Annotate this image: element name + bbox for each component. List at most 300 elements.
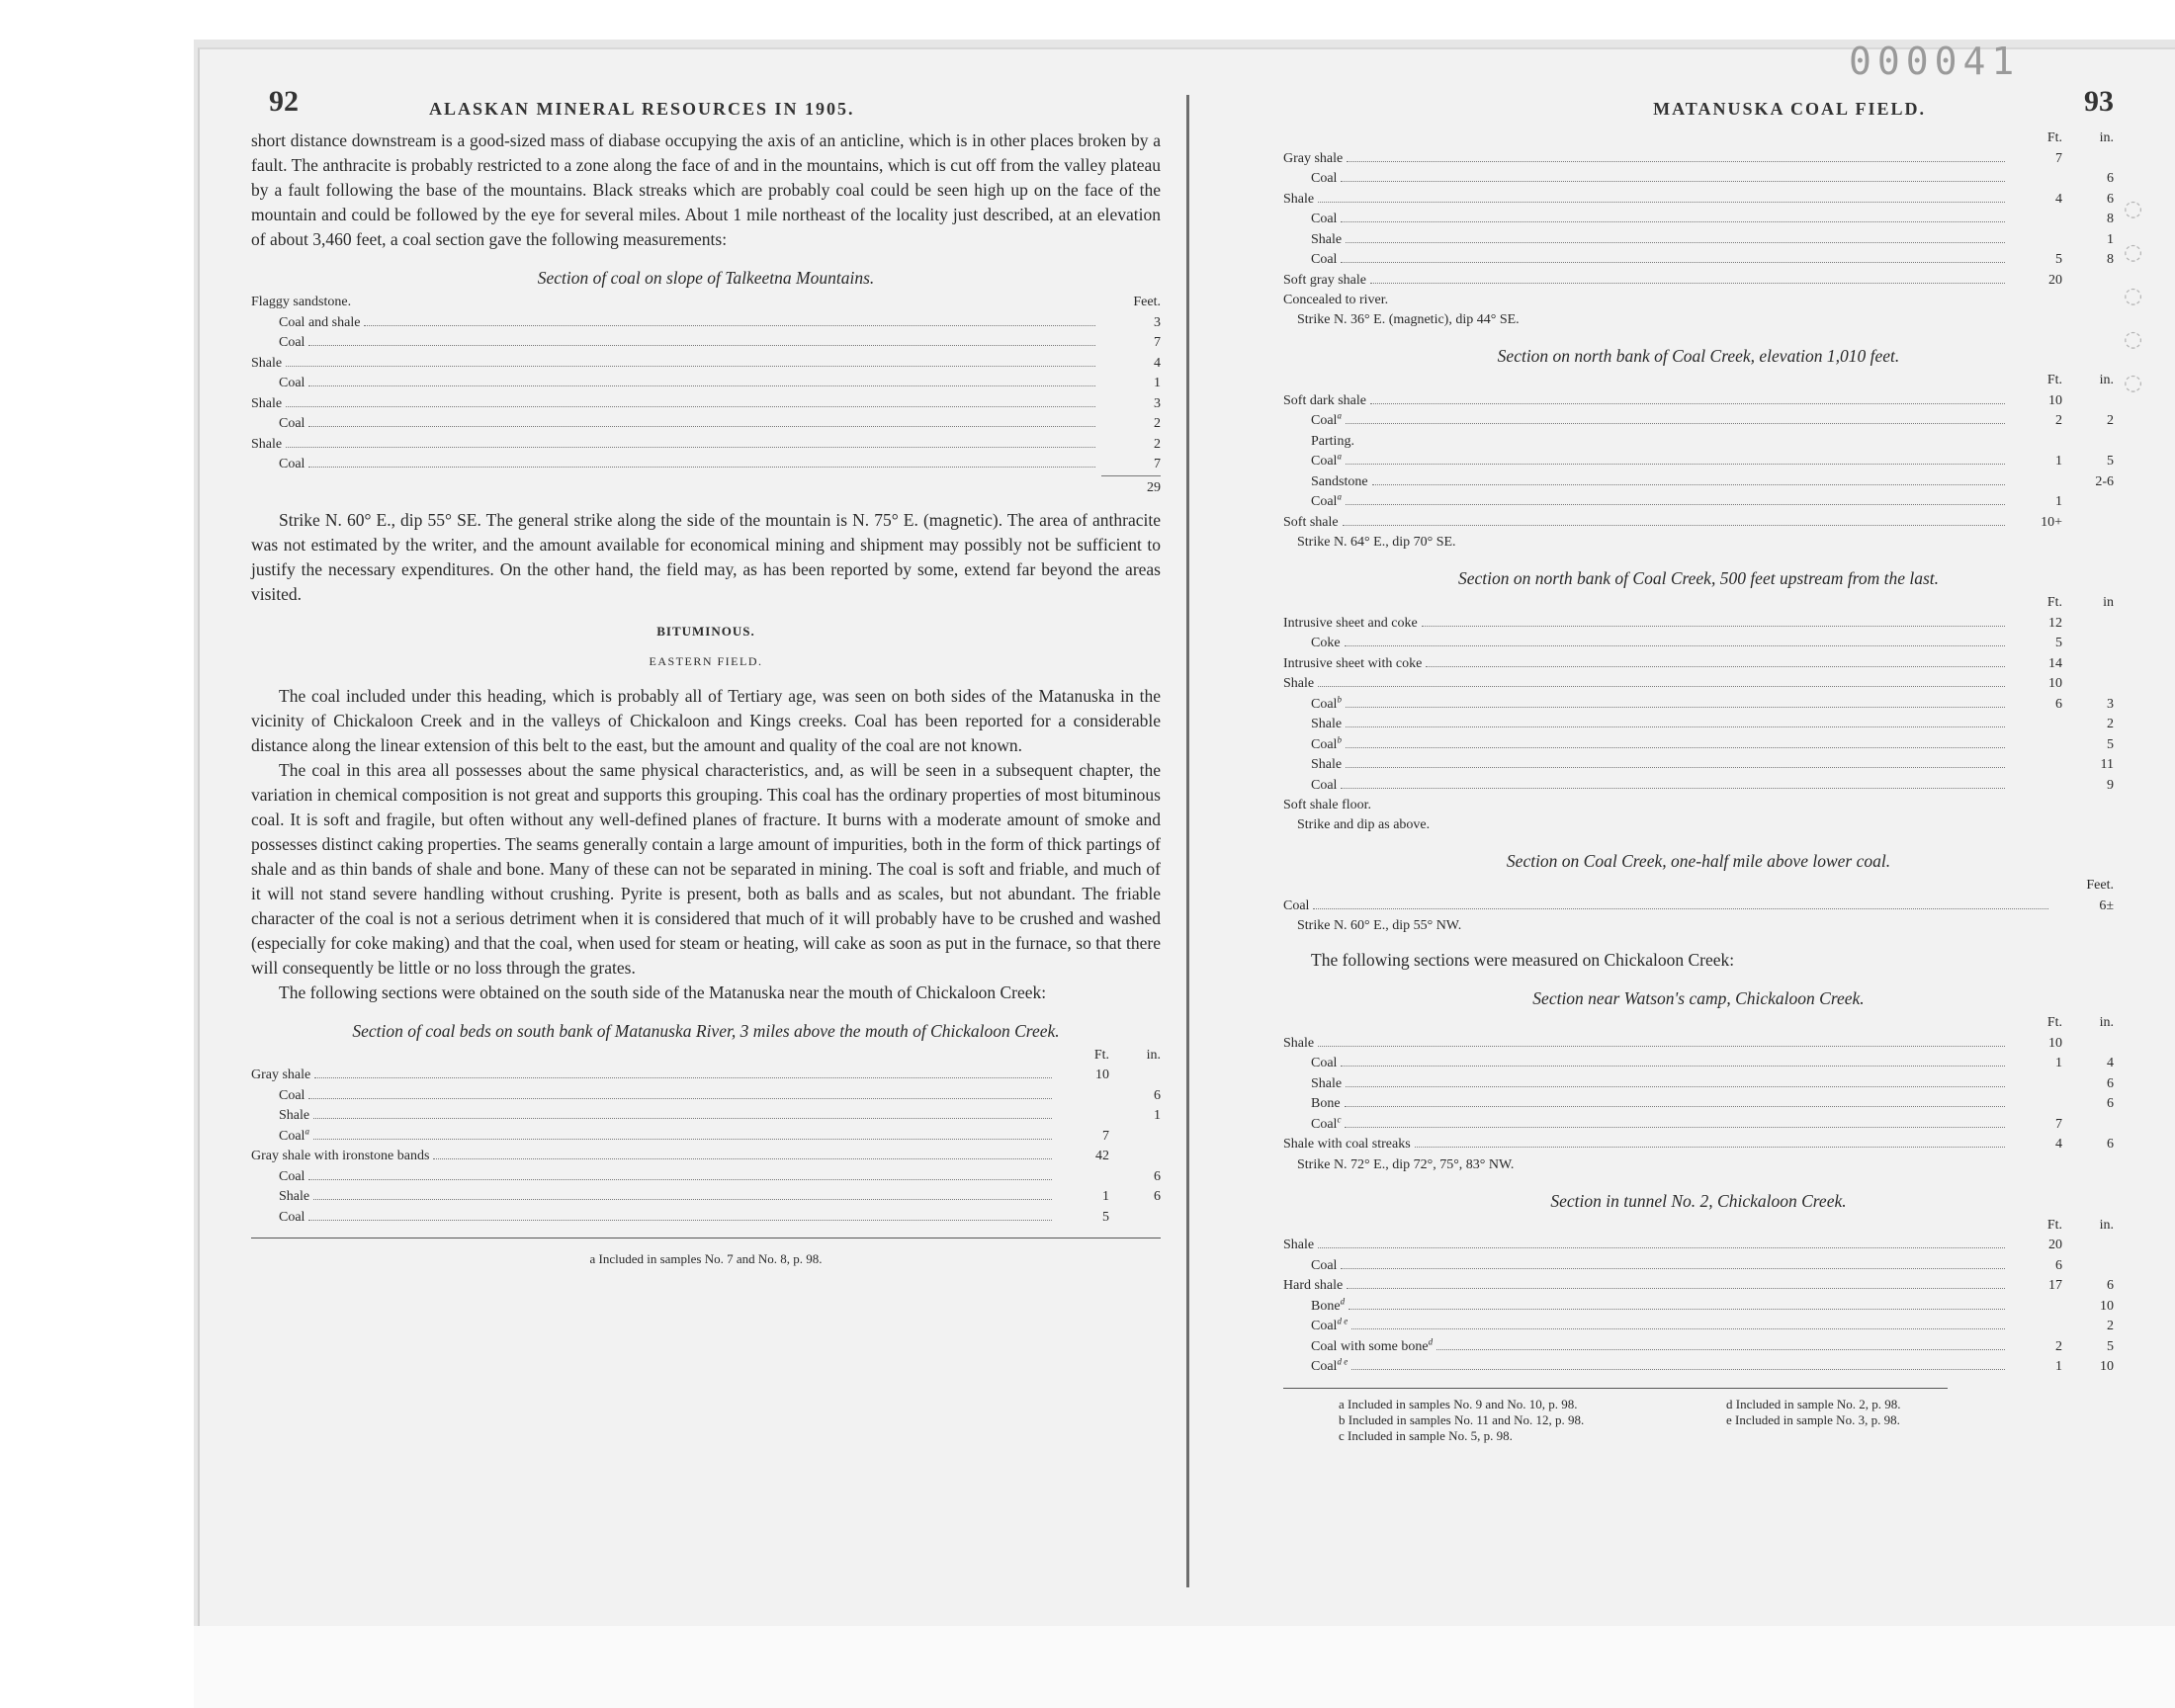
section-e-title: Section in tunnel No. 2, Chickaloon Creek.	[1550, 1190, 1847, 1211]
section1-total	[251, 475, 1161, 498]
section-b-row	[1283, 776, 2114, 797]
section0-row	[1283, 271, 2114, 292]
section2-row-label: Gray shale with ironstone bands	[251, 1149, 430, 1163]
leader-dots	[308, 385, 1095, 386]
section-e-row-in: 10	[2100, 1298, 2114, 1314]
section-a-row	[1283, 411, 2114, 432]
section-b-rows	[1283, 614, 2114, 797]
section-a-unit-in: in.	[2099, 373, 2114, 387]
leader-dots	[364, 325, 1095, 326]
leader-dots	[1346, 504, 2005, 505]
section-b-row-label: Coal	[1311, 777, 1338, 793]
section-e-row-label: Coal	[1311, 1257, 1338, 1273]
section-c-header	[1283, 876, 2114, 897]
section-a-row	[1283, 391, 2114, 412]
section-d-unit-in: in.	[2099, 1015, 2114, 1030]
section-e-unit-ft: Ft.	[2046, 1217, 2062, 1233]
section0-row-ft: 5	[2055, 252, 2062, 267]
leader-dots	[1346, 464, 2005, 465]
section0-row-ft: 4	[2055, 191, 2062, 207]
right-footnotes	[1283, 1397, 2114, 1444]
left-page	[251, 85, 1161, 1271]
section-d-header	[1283, 1013, 2114, 1034]
section-e-row-footnote-mark: d e	[1337, 1316, 1348, 1326]
section-e-row-label: Bone$^d$	[1311, 1295, 1346, 1314]
section-d-row	[1283, 1034, 2114, 1055]
leader-dots	[308, 1098, 1052, 1099]
section0-row-in: 6	[2107, 171, 2114, 186]
section1-row-label: Coal	[279, 416, 305, 431]
section-a-row-in: 2-6	[2095, 473, 2114, 489]
margin-marks: ◌ ◌ ◌ ◌ ◌	[2124, 197, 2143, 395]
leader-dots	[286, 406, 1095, 407]
section-d-table	[1283, 1013, 2114, 1175]
paragraph-physical: The coal in this area all possesses about the same physical characteristics, and, as will be seen in a subsequent chapter, the variation in chemical composition is not great and supports this grouping. This coal has the ordinary properties of most bituminous coal. It is soft and fragile, but often without any well-defined planes of fracture. It burns with a moderate amount of smoke and possesses distinct caking properties. The seams generally contain a large amount of impurities, both in the form of thick partings of shale and as thin bands of shale and bone. Many of these can not be separated in mining. The coal is soft and friable, and much of it will not stand severe handling without crushing. Pyrite is present, both as balls and as scales, but not abundant. The friable character of the coal is not a serious detriment when it is considered that much of it will probably have to be crushed and washed (especially for coke making) and that the coal, when used for steam or heating, will cake as soon as put in the furnace, so that there will consequently be little or no loss through the grates.	[251, 759, 1161, 978]
section0-row-label: Coal	[1311, 252, 1338, 267]
section2-row-ft: 1	[1102, 1189, 1109, 1204]
paragraph-following: The following sections were obtained on the south side of the Matanuska near the mouth of Chickaloon Creek:	[279, 982, 1047, 1002]
section-b-unit-ft: Ft.	[2046, 595, 2062, 610]
right-page	[1283, 85, 2114, 1444]
section-b-row-ft: 10	[2048, 676, 2062, 691]
section-b-row-in: 5	[2107, 736, 2114, 752]
section-b-row-in: 9	[2107, 777, 2114, 793]
section-a-row-ft: 1	[2055, 454, 2062, 469]
section1-row	[251, 394, 1161, 415]
section1-row	[251, 313, 1161, 334]
section-a-row-in: 2	[2107, 413, 2114, 428]
section-a-row-ft: 10+	[2041, 514, 2062, 530]
section2-row-label: Gray shale	[251, 1068, 311, 1082]
section1-header-label: Flaggy sandstone.	[251, 295, 352, 309]
section-a-row-ft: 10	[2048, 392, 2062, 408]
section-e-row-ft: 17	[2048, 1278, 2062, 1293]
leader-dots	[1313, 908, 2048, 909]
leader-dots	[1346, 423, 2005, 424]
leader-dots	[308, 345, 1095, 346]
section1-row	[251, 354, 1161, 375]
section-a-row	[1283, 452, 2114, 472]
section-a-strike: Strike N. 64° E., dip 70° SE.	[1297, 535, 1456, 550]
section2-row-label: Shale	[279, 1189, 310, 1204]
leader-dots	[1341, 1268, 2005, 1269]
leader-dots	[1348, 1309, 2005, 1310]
section2-rows	[251, 1066, 1161, 1228]
section1-row-label: Coal	[279, 457, 305, 471]
section-d-unit-ft: Ft.	[2046, 1015, 2062, 1030]
section-d-row	[1283, 1054, 2114, 1074]
leader-dots	[1372, 484, 2005, 485]
paragraph-chickaloon: The following sections were measured on Chickaloon Creek:	[1311, 950, 1735, 970]
section0-row-label: Coal	[1311, 171, 1338, 186]
section1-table	[251, 293, 1161, 498]
leader-dots	[1318, 1247, 2005, 1248]
section1-row-label: Shale	[251, 436, 283, 452]
section0-row-label: Gray shale	[1283, 150, 1344, 166]
section2-row	[251, 1127, 1161, 1148]
section1-row-label: Coal	[279, 335, 305, 350]
section-e-row-in: 2	[2107, 1319, 2114, 1333]
section-d-row-in: 4	[2107, 1056, 2114, 1070]
section-a-row	[1283, 432, 2114, 453]
section-b-row-footnote-mark: b	[1337, 733, 1342, 744]
section2-row	[251, 1167, 1161, 1188]
footnote-line: a Included in samples No. 9 and No. 10, p. 98.	[1339, 1396, 1578, 1411]
paragraph-coal-included: The coal included under this heading, which is probably all of Tertiary age, was seen on both sides of the Matanuska in the vicinity of Chickaloon Creek and in the valleys of Chickaloon and Kings creeks. Coal has been reported for a considerable distance along the linear extension of this belt to the east, but the amount and quality of the coal are not known.	[251, 685, 1161, 755]
section-d-row	[1283, 1135, 2114, 1155]
section-d-row-ft: 4	[2055, 1137, 2062, 1152]
section1-row	[251, 435, 1161, 456]
section-b-row	[1283, 715, 2114, 735]
section-d-row-in: 6	[2107, 1075, 2114, 1091]
section-e-row	[1283, 1256, 2114, 1277]
leader-dots	[1341, 788, 2005, 789]
section-b-table	[1283, 593, 2114, 835]
section-d-row	[1283, 1115, 2114, 1136]
section-a-title: Section on north bank of Coal Creek, elevation 1,010 feet.	[1497, 346, 1900, 366]
section-a-row-ft: 1	[2055, 494, 2062, 509]
section-a-row-label: Coal$^a$	[1311, 451, 1342, 469]
section-d-row-label: Coal$^c$	[1311, 1113, 1342, 1132]
section2-row-in: 1	[1154, 1108, 1161, 1123]
section-d-row-label: Shale	[1311, 1075, 1343, 1091]
right-footnotes-col-2	[1726, 1397, 2114, 1444]
section-c-title: Section on Coal Creek, one-half mile above lower coal.	[1506, 851, 1891, 871]
section2-row	[251, 1086, 1161, 1107]
section2-row-in: 6	[1154, 1189, 1161, 1204]
section1-row-value: 2	[1154, 416, 1161, 431]
leader-dots	[1318, 1046, 2005, 1047]
section1-row-value: 3	[1154, 395, 1161, 411]
section-b-row-label: Shale	[1311, 717, 1343, 731]
section-b-row-label: Coal$^b$	[1311, 733, 1342, 752]
section-b-row-label: Coke	[1311, 636, 1341, 650]
section2-unit-in: in.	[1146, 1047, 1161, 1063]
leader-dots	[1351, 1369, 2005, 1370]
section-a-row	[1283, 472, 2114, 493]
section-b-row-label: Intrusive sheet and coke	[1283, 615, 1418, 631]
section2-row-ft: 42	[1095, 1149, 1109, 1163]
left-running-title: ALASKAN MINERAL RESOURCES IN 1905.	[429, 99, 855, 119]
section1-row-value: 7	[1154, 335, 1161, 350]
section1-row-value: 7	[1154, 457, 1161, 471]
leader-dots	[313, 1118, 1052, 1119]
section2-row-label: Coal$^a$	[279, 1125, 309, 1144]
section-a-row-label: Sandstone	[1311, 473, 1368, 489]
section-e-row	[1283, 1276, 2114, 1297]
leader-dots	[308, 426, 1095, 427]
section-e-row-in: 10	[2100, 1359, 2114, 1374]
section0-rows	[1283, 149, 2114, 292]
section-e-row-label: Coal with some bone$^d$	[1311, 1335, 1434, 1354]
section0-unit-in: in.	[2099, 130, 2114, 145]
leader-dots	[1426, 666, 2005, 667]
leader-dots	[1318, 686, 2005, 687]
section0-row-in: 8	[2107, 252, 2114, 267]
section-b-row-ft: 5	[2055, 636, 2062, 650]
section-b-row-label: Shale	[1311, 757, 1343, 772]
right-running-head	[1283, 85, 2114, 128]
left-running-head	[251, 85, 1161, 128]
section-e-row	[1283, 1317, 2114, 1337]
section1-row-value: 1	[1154, 376, 1161, 390]
section-a-row-footnote-mark: a	[1337, 491, 1342, 502]
section-d-row-ft: 7	[2055, 1116, 2062, 1132]
section2-header	[251, 1046, 1161, 1067]
section2-row-ft: 7	[1102, 1128, 1109, 1144]
section1-total-value: 29	[1101, 475, 1161, 498]
section-a-row-label: Soft shale	[1283, 514, 1339, 530]
section-b-row-label: Intrusive sheet with coke	[1283, 655, 1423, 671]
section-b-extra: Soft shale floor.	[1283, 798, 1372, 812]
section0-row	[1283, 230, 2114, 251]
page-gutter-divider	[1186, 95, 1189, 1587]
section1-row-value: 3	[1154, 314, 1161, 330]
footnote-line: e Included in sample No. 3, p. 98.	[1726, 1411, 1900, 1427]
leader-dots	[1347, 1288, 2005, 1289]
section-b-row	[1283, 735, 2114, 756]
section-a-row-label: Parting.	[1311, 433, 1354, 449]
heading-eastern-field: EASTERN FIELD.	[649, 653, 763, 668]
section-d-title: Section near Watson's camp, Chickaloon Creek.	[1532, 988, 1865, 1008]
section-d-row-ft: 1	[2055, 1056, 2062, 1070]
section-e-row	[1283, 1337, 2114, 1358]
section2-row-in: 6	[1154, 1168, 1161, 1184]
section1-row-label: Shale	[251, 355, 283, 371]
section2-unit-ft: Ft.	[1093, 1047, 1109, 1063]
strike-paragraph: Strike N. 60° E., dip 55° SE. The general strike along the side of the mountain is N. 75° E. (magnetic). The area of anthracite was not estimated by the writer, and the amount available for economical mining and shipment may possibly not be sufficient to justify the necessary expenditures. On the other hand, the field may, as has been reported by some, extend far beyond the areas visited.	[251, 509, 1161, 604]
section1-row-value: 4	[1154, 355, 1161, 371]
section-b-row-ft: 14	[2048, 655, 2062, 671]
section-e-row-ft: 1	[2055, 1359, 2062, 1374]
intro-paragraph: short distance downstream is a good-sized mass of diabase occupying the axis of an anticline, which is in other places broken by a fault. The anthracite is probably restricted to a zone along the face of and in the mountains, which is cut off from the valley plateau by a fault following the base of the mountains. Black streaks which are probably coal could be seen high up on the face of the mountain and could be followed by the eye for several miles. About 1 mile northeast of the locality just described, at an elevation of about 3,460 feet, a coal section gave the following measurements:	[251, 130, 1161, 249]
footnote-line: b Included in samples No. 11 and No. 12, p. 98.	[1339, 1411, 1585, 1427]
section0-row-label: Coal	[1311, 212, 1338, 226]
section2-row-ft: 10	[1095, 1068, 1109, 1082]
section0-row-ft: 20	[2048, 272, 2062, 288]
section-b-header	[1283, 593, 2114, 614]
section-d-row-label: Shale with coal streaks	[1283, 1137, 1411, 1152]
section1-row-value: 2	[1154, 436, 1161, 452]
leader-dots	[1346, 1086, 2005, 1087]
section2-row-label: Shale	[279, 1108, 310, 1123]
section-b-row-label: Shale	[1283, 676, 1315, 691]
leader-dots	[1346, 242, 2005, 243]
section-e-row-footnote-mark: d	[1340, 1295, 1346, 1306]
section0-row	[1283, 190, 2114, 211]
section-b-row	[1283, 614, 2114, 635]
leader-dots	[1346, 726, 2005, 727]
section-d-strike: Strike N. 72° E., dip 72°, 75°, 83° NW.	[1297, 1156, 1515, 1172]
leader-dots	[313, 1139, 1052, 1140]
section0-row-in: 6	[2107, 191, 2114, 207]
footnote-line: c Included in sample No. 5, p. 98.	[1339, 1427, 1513, 1443]
leader-dots	[1347, 161, 2005, 162]
section0-row-in: 8	[2107, 212, 2114, 226]
section-e-unit-in: in.	[2099, 1217, 2114, 1233]
archive-stamp: 000041	[1849, 40, 2021, 83]
section2-row	[251, 1187, 1161, 1208]
section-a-row-label: Coal$^a$	[1311, 491, 1342, 509]
section-d-row	[1283, 1094, 2114, 1115]
section1-title: Section of coal on slope of Talkeetna Mountains.	[537, 268, 875, 288]
leader-dots	[1415, 1147, 2005, 1148]
section-c-row-value: 6±	[2099, 897, 2114, 913]
section1-row-label: Shale	[251, 395, 283, 411]
section2-row-label: Coal	[279, 1168, 305, 1184]
section-a-row-label: Coal$^a$	[1311, 410, 1342, 428]
leader-dots	[1346, 747, 2005, 748]
section-e-row-label: Coal$^{d e}$	[1311, 1316, 1348, 1333]
section-b-row	[1283, 755, 2114, 776]
section-a-row	[1283, 513, 2114, 534]
section-b-row	[1283, 695, 2114, 716]
section-b-title: Section on north bank of Coal Creek, 500 feet upstream from the last.	[1457, 568, 1940, 588]
section2-row	[251, 1208, 1161, 1229]
section-b-row-ft: 6	[2055, 696, 2062, 712]
section-e-row	[1283, 1236, 2114, 1256]
section-e-row-ft: 20	[2048, 1238, 2062, 1252]
section1-row	[251, 374, 1161, 394]
section0-row-label: Shale	[1311, 231, 1343, 247]
section2-title: Section of coal beds on south bank of Matanuska River, 3 miles above the mouth of Chickaloon Creek.	[352, 1020, 1060, 1041]
section0-row-label: Shale	[1283, 191, 1315, 207]
section2-row	[251, 1106, 1161, 1127]
leader-dots	[1341, 221, 2005, 222]
section-b-row-in: 3	[2107, 696, 2114, 712]
section0-strike: Strike N. 36° E. (magnetic), dip 44° SE.	[1297, 312, 1520, 327]
leader-dots	[1318, 202, 2005, 203]
leader-dots	[433, 1158, 1052, 1159]
section-a-row-footnote-mark: a	[1337, 410, 1342, 421]
right-footnote-rule	[1283, 1388, 1948, 1389]
section-a-rows	[1283, 391, 2114, 534]
leader-dots	[1341, 181, 2005, 182]
section2-row-footnote-mark: a	[304, 1125, 309, 1136]
section-a-row	[1283, 492, 2114, 513]
section-a-row-footnote-mark: a	[1337, 451, 1342, 462]
section1-row	[251, 455, 1161, 475]
leader-dots	[1346, 767, 2005, 768]
section-d-row-in: 6	[2107, 1137, 2114, 1152]
section-a-row-in: 5	[2107, 454, 2114, 469]
section1-row-label: Coal and shale	[279, 314, 361, 330]
leader-dots	[286, 447, 1095, 448]
section0-row-in: 1	[2107, 231, 2114, 247]
section-e-row-footnote-mark: d e	[1337, 1356, 1348, 1367]
section-e-row	[1283, 1297, 2114, 1318]
section1-row-label: Coal	[279, 376, 305, 390]
section-d-row-in: 6	[2107, 1096, 2114, 1111]
section-c-strike: Strike N. 60° E., dip 55° NW.	[1297, 918, 1462, 933]
section1-header	[251, 293, 1161, 313]
section0-row-label: Soft gray shale	[1283, 272, 1366, 288]
section2-row	[251, 1147, 1161, 1167]
right-page-number: 93	[2084, 85, 2114, 118]
leader-dots	[1422, 626, 2005, 627]
section-e-row-in: 6	[2107, 1278, 2114, 1293]
section1-unit: Feet.	[1133, 295, 1161, 309]
section0-extra: Concealed to river.	[1283, 293, 1389, 307]
right-footnotes-col-1	[1339, 1397, 1726, 1444]
section2-row-ft: 5	[1102, 1209, 1109, 1225]
leader-dots	[308, 1179, 1052, 1180]
section-e-row-label: Coal$^{d e}$	[1311, 1356, 1348, 1374]
section-e-row-label: Hard shale	[1283, 1278, 1344, 1293]
section2-row-label: Coal	[279, 1087, 305, 1103]
section-b-row	[1283, 654, 2114, 675]
leader-dots	[1341, 262, 2005, 263]
leader-dots	[313, 1199, 1052, 1200]
leader-dots	[1436, 1349, 2005, 1350]
section-e-row-in: 5	[2107, 1338, 2114, 1354]
leader-dots	[1345, 645, 2005, 646]
footnote-line: d Included in sample No. 2, p. 98.	[1726, 1396, 1901, 1411]
leader-dots	[1345, 1127, 2005, 1128]
leader-dots	[1341, 1066, 2005, 1067]
section-e-row-ft: 2	[2055, 1338, 2062, 1354]
section0-header	[1283, 128, 2114, 149]
section-b-row-in: 2	[2107, 717, 2114, 731]
section-b-row	[1283, 634, 2114, 654]
section0-row-ft: 7	[2055, 150, 2062, 166]
section-d-row-footnote-mark: c	[1337, 1113, 1342, 1124]
section0-row	[1283, 169, 2114, 190]
section-d-row	[1283, 1074, 2114, 1095]
section-b-row	[1283, 674, 2114, 695]
heading-bituminous: BITUMINOUS.	[656, 623, 755, 639]
section-b-row-footnote-mark: b	[1337, 693, 1342, 704]
section0-row	[1283, 210, 2114, 230]
leader-dots	[308, 1220, 1052, 1221]
section-c-unit: Feet.	[2086, 878, 2114, 893]
leader-dots	[1370, 283, 2005, 284]
section-a-unit-ft: Ft.	[2046, 373, 2062, 387]
section-b-row-in: 11	[2100, 757, 2114, 772]
left-page-number: 92	[269, 85, 299, 118]
section-c-table	[1283, 876, 2114, 936]
left-footnote: a Included in samples No. 7 and No. 8, p. 98.	[589, 1251, 823, 1266]
section-e-row	[1283, 1357, 2114, 1378]
section0-unit-ft: Ft.	[2046, 130, 2062, 145]
section-b-row-ft: 12	[2048, 615, 2062, 631]
section-a-table	[1283, 371, 2114, 553]
section-a-row-label: Soft dark shale	[1283, 392, 1366, 408]
section1-rows	[251, 313, 1161, 475]
section-e-rows	[1283, 1236, 2114, 1378]
section-d-row-ft: 10	[2048, 1035, 2062, 1051]
leader-dots	[314, 1077, 1052, 1078]
section-a-header	[1283, 371, 2114, 391]
section2-row-label: Coal	[279, 1209, 305, 1225]
leader-dots	[1343, 525, 2005, 526]
section-c-row	[1283, 897, 2114, 917]
leader-dots	[308, 467, 1095, 468]
section-e-row-label: Shale	[1283, 1238, 1315, 1252]
section2-table	[251, 1046, 1161, 1229]
section-b-row-label: Coal$^b$	[1311, 693, 1342, 712]
section-d-row-label: Bone	[1311, 1096, 1341, 1111]
section-c-rows	[1283, 897, 2114, 917]
section-c-row-label: Coal	[1283, 897, 1310, 913]
section-a-row-ft: 2	[2055, 413, 2062, 428]
leader-dots	[286, 366, 1095, 367]
section0-row	[1283, 149, 2114, 170]
section-b-strike: Strike and dip as above.	[1297, 817, 1431, 832]
right-running-title: MATANUSKA COAL FIELD.	[1653, 99, 1926, 119]
section-e-header	[1283, 1216, 2114, 1237]
leader-dots	[1351, 1328, 2005, 1329]
